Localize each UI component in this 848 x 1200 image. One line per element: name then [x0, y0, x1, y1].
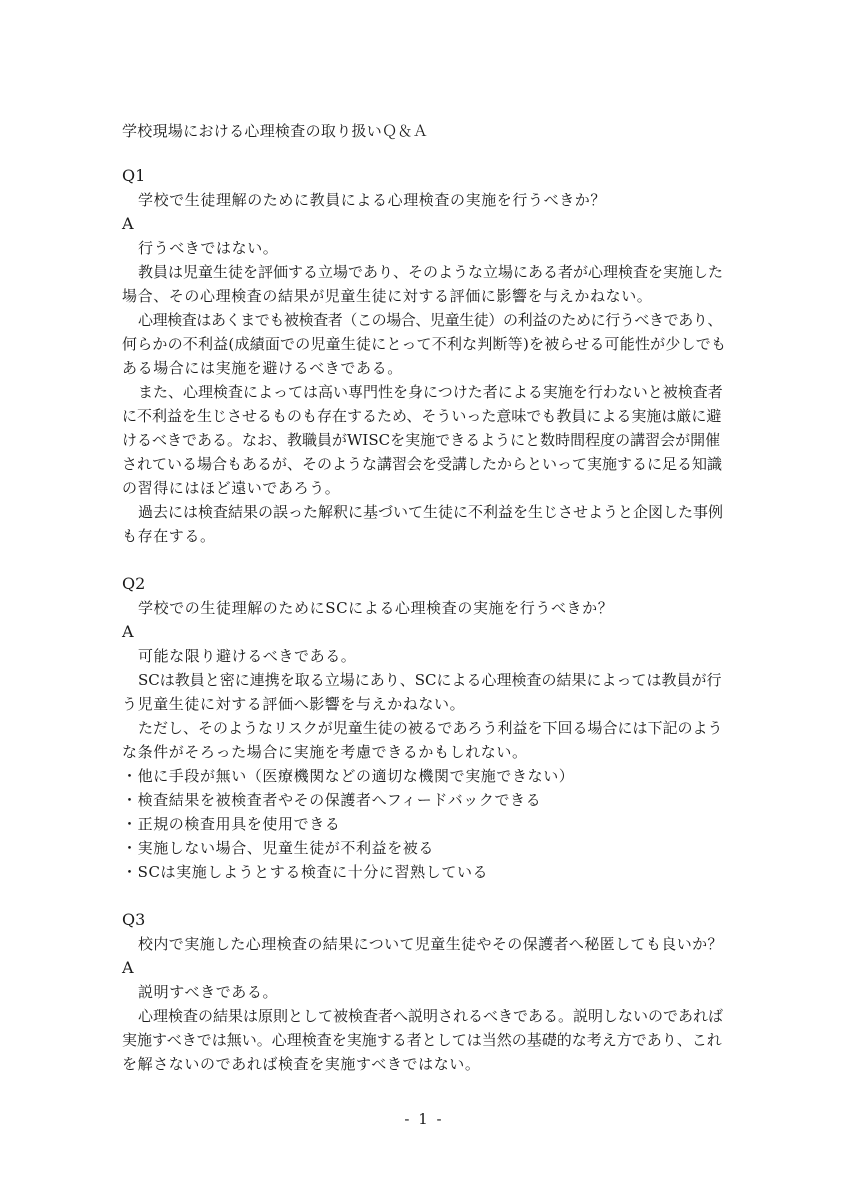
q1-answer-line: 心理検査はあくまでも被検査者（この場合、児童生徒）の利益のために行うべきであり、: [138, 311, 723, 329]
q3-question: 校内で実施した心理検査の結果について児童生徒やその保護者へ秘匿しても良いか？: [138, 935, 723, 953]
q1-label: Q1: [122, 166, 146, 185]
q2-answer-line: な条件がそろった場合に実施を考慮できるかもしれない。: [122, 743, 528, 761]
q3-label: Q3: [122, 910, 146, 929]
q2-condition-item: ・検査結果を被検査者やその保護者へフィードバックできる: [122, 791, 542, 809]
q2-answer-line: 可能な限り避けるべきである。: [138, 647, 357, 665]
q1-question: 学校で生徒理解のために教員による心理検査の実施を行うべきか？: [138, 191, 607, 209]
q1-answer-line: けるべきである。なお、教職員がWISCを実施できるようにと数時間程度の講習会が開催: [122, 431, 721, 449]
q1-answer-line: また、心理検査によっては高い専門性を身につけた者による実施を行わないと被検査者: [138, 383, 723, 401]
q2-answer-label: A: [122, 622, 134, 641]
q3-answer-line: 実施すべきでは無い。心理検査を実施する者としては当然の基礎的な考え方であり、これ: [122, 1031, 722, 1049]
q2-condition-item: ・実施しない場合、児童生徒が不利益を被る: [122, 839, 435, 857]
q3-answer-line: 説明すべきである。: [138, 983, 279, 1001]
q1-answer-line: されている場合もあるが、そのような講習会を受講したからといって実施するに足る知識: [122, 455, 723, 473]
q1-answer-label: A: [122, 214, 134, 233]
q1-answer-line: 教員は児童生徒を評価する立場であり、そのような立場にある者が心理検査を実施した: [138, 263, 724, 281]
q1-answer-line: も存在する。: [122, 527, 216, 545]
q3-answer-label: A: [122, 958, 134, 977]
page-number: - 1 -: [404, 1110, 444, 1128]
q2-answer-line: ただし、そのようなリスクが児童生徒の被るであろう利益を下回る場合には下記のよう: [138, 719, 723, 737]
q3-answer-line: を解さないのであれば検査を実施すべきではない。: [122, 1055, 481, 1073]
q2-question: 学校での生徒理解のためにSCによる心理検査の実施を行うべきか？: [138, 599, 614, 617]
q1-answer-line: の習得にはほど遠いであろう。: [122, 479, 341, 497]
q1-answer-line: 行うべきではない。: [138, 239, 279, 257]
q1-answer-line: に不利益を生じさせるものも存在するため、そういった意味でも教員による実施は厳に避: [122, 407, 722, 425]
q2-condition-item: ・正規の検査用具を使用できる: [122, 815, 341, 833]
q2-answer-line: う児童生徒に対する評価へ影響を与えかねない。: [122, 695, 466, 713]
q1-answer-line: 場合、その心理検査の結果が児童生徒に対する評価に影響を与えかねない。: [122, 287, 653, 305]
q2-condition-item: ・他に手段が無い（医療機関などの適切な機関で実施できない）: [122, 767, 575, 785]
page-title: 学校現場における心理検査の取り扱いＱ＆Ａ: [122, 122, 429, 140]
q2-condition-item: ・SCは実施しようとする検査に十分に習熟している: [122, 863, 489, 881]
q2-answer-line: SCは教員と密に連携を取る立場にあり、SCによる心理検査の結果によっては教員が行: [138, 671, 722, 689]
q1-answer-line: 何らかの不利益(成績面での児童生徒にとって不利な判断等)を被らせる可能性が少しでも: [122, 335, 727, 353]
q1-answer-line: 過去には検査結果の誤った解釈に基づいて生徒に不利益を生じさせようと企図した事例: [138, 503, 724, 521]
q1-answer-line: ある場合には実施を避けるべきである。: [122, 359, 403, 377]
q3-answer-line: 心理検査の結果は原則として被検査者へ説明されるべきである。説明しないのであれば: [138, 1007, 724, 1025]
q2-label: Q2: [122, 574, 146, 593]
